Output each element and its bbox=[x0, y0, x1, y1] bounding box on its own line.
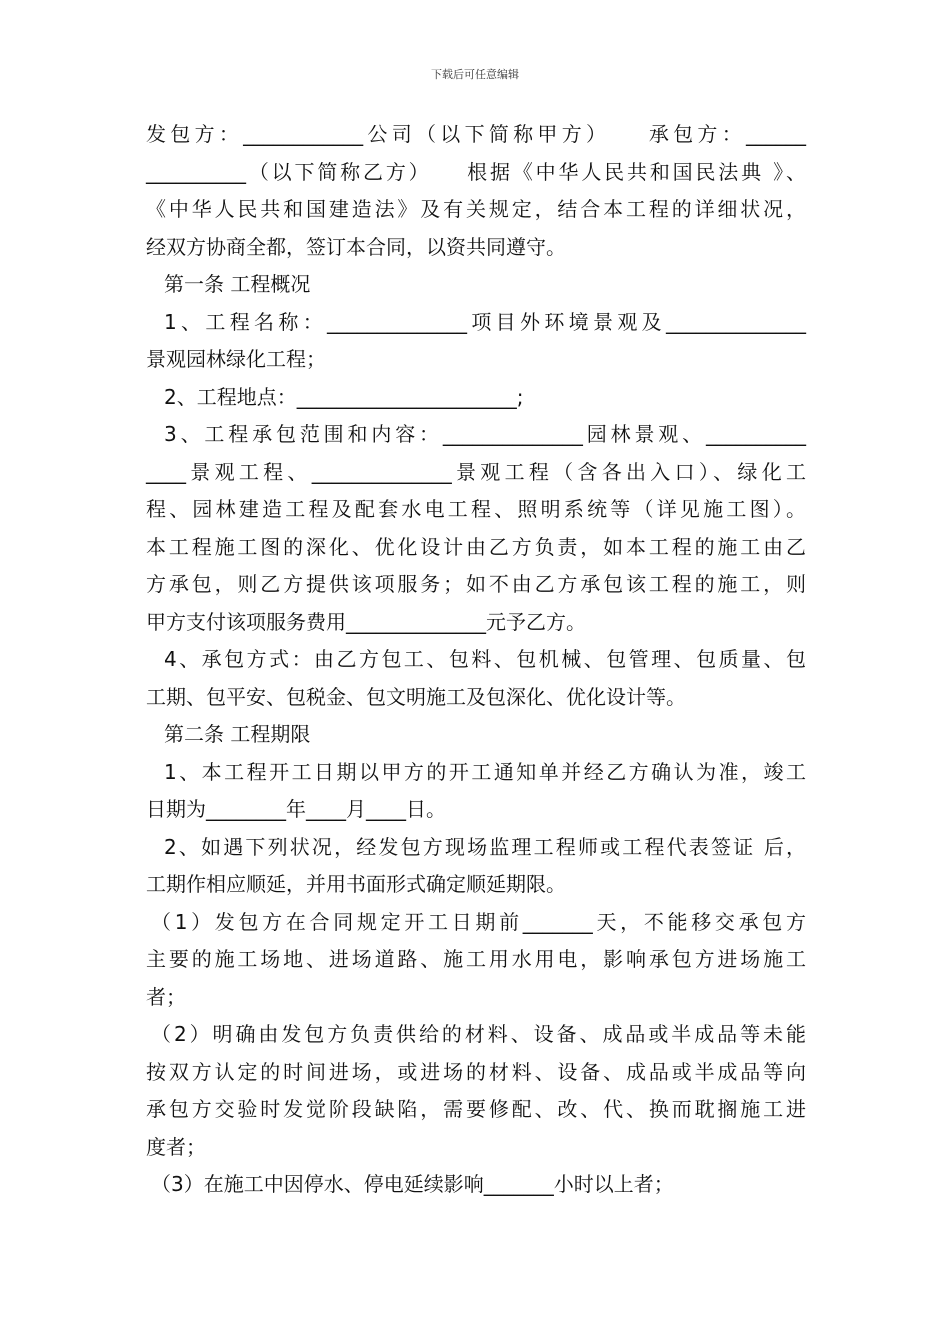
text-line: （2）明确由发包方负责供给的材料、设备、成品或半成品等未能 bbox=[151, 1022, 806, 1046]
page-header: 下载后可任意编辑 bbox=[431, 68, 519, 81]
text-line: 发包方：____________公司（以下简称甲方） 承包方：______ bbox=[146, 122, 806, 146]
text-line: 2、工程地点：______________________; bbox=[164, 384, 524, 409]
text-line: 主要的施工场地、进场道路、施工用水用电，影响承包方进场施工 bbox=[146, 947, 806, 971]
text-line: 方承包，则乙方提供该项服务；如不由乙方承包该工程的施工，则 bbox=[146, 572, 806, 596]
text-line: 程、园林建造工程及配套水电工程、照明系统等（详见施工图）。 bbox=[146, 497, 806, 521]
text-line: 第一条 工程概况 bbox=[164, 272, 311, 296]
text-line: 《中华人民共和国建造法》及有关规定，结合本工程的详细状况， bbox=[146, 197, 806, 221]
text-line: （3）在施工中因停水、停电延续影响_______小时以上者； bbox=[151, 1172, 674, 1196]
text-line: 甲方支付该项服务费用______________元予乙方。 bbox=[146, 609, 586, 634]
text-line: 工期、包平安、包税金、包文明施工及包深化、优化设计等。 bbox=[146, 684, 686, 709]
text-line: 按双方认定的时间进场，或进场的材料、设备、成品或半成品等向 bbox=[146, 1059, 806, 1084]
text-line: 1、本工程开工日期以甲方的开工通知单并经乙方确认为准，竣工 bbox=[164, 759, 806, 784]
text-line: __________（以下简称乙方） 根据《中华人民共和国民法典 》、 bbox=[146, 159, 806, 184]
contract-body bbox=[146, 116, 806, 1204]
text-line: 第二条 工程期限 bbox=[164, 722, 311, 746]
text-line: 度者； bbox=[146, 1134, 206, 1159]
text-line: 1、工程名称：______________项目外环境景观及______________ bbox=[164, 309, 806, 334]
text-line: 经双方协商全都，签订本合同，以资共同遵守。 bbox=[146, 234, 566, 259]
text-line: 2、如遇下列状况，经发包方现场监理工程师或工程代表签证 后， bbox=[164, 834, 806, 859]
text-line: 4、承包方式：由乙方包工、包料、包机械、包管理、包质量、包 bbox=[164, 647, 806, 671]
text-line: （1）发包方在合同规定开工日期前_______天，不能移交承包方 bbox=[151, 909, 806, 934]
text-line: 景观园林绿化工程； bbox=[146, 347, 326, 371]
text-line: 日期为________年____月____日。 bbox=[146, 797, 446, 821]
text-line: 者； bbox=[146, 984, 186, 1009]
text-line: ____景观工程、______________景观工程（含各出入口）、绿化工 bbox=[146, 459, 806, 484]
text-line: 3、工程承包范围和内容：______________园林景观、__________ bbox=[164, 422, 806, 446]
text-line: 工期作相应顺延，并用书面形式确定顺延期限。 bbox=[146, 872, 566, 896]
text-line: 承包方交验时发觉阶段缺陷，需要修配、改、代、换而耽搁施工进 bbox=[146, 1097, 806, 1121]
text-line: 本工程施工图的深化、优化设计由乙方负责，如本工程的施工由乙 bbox=[146, 534, 806, 559]
